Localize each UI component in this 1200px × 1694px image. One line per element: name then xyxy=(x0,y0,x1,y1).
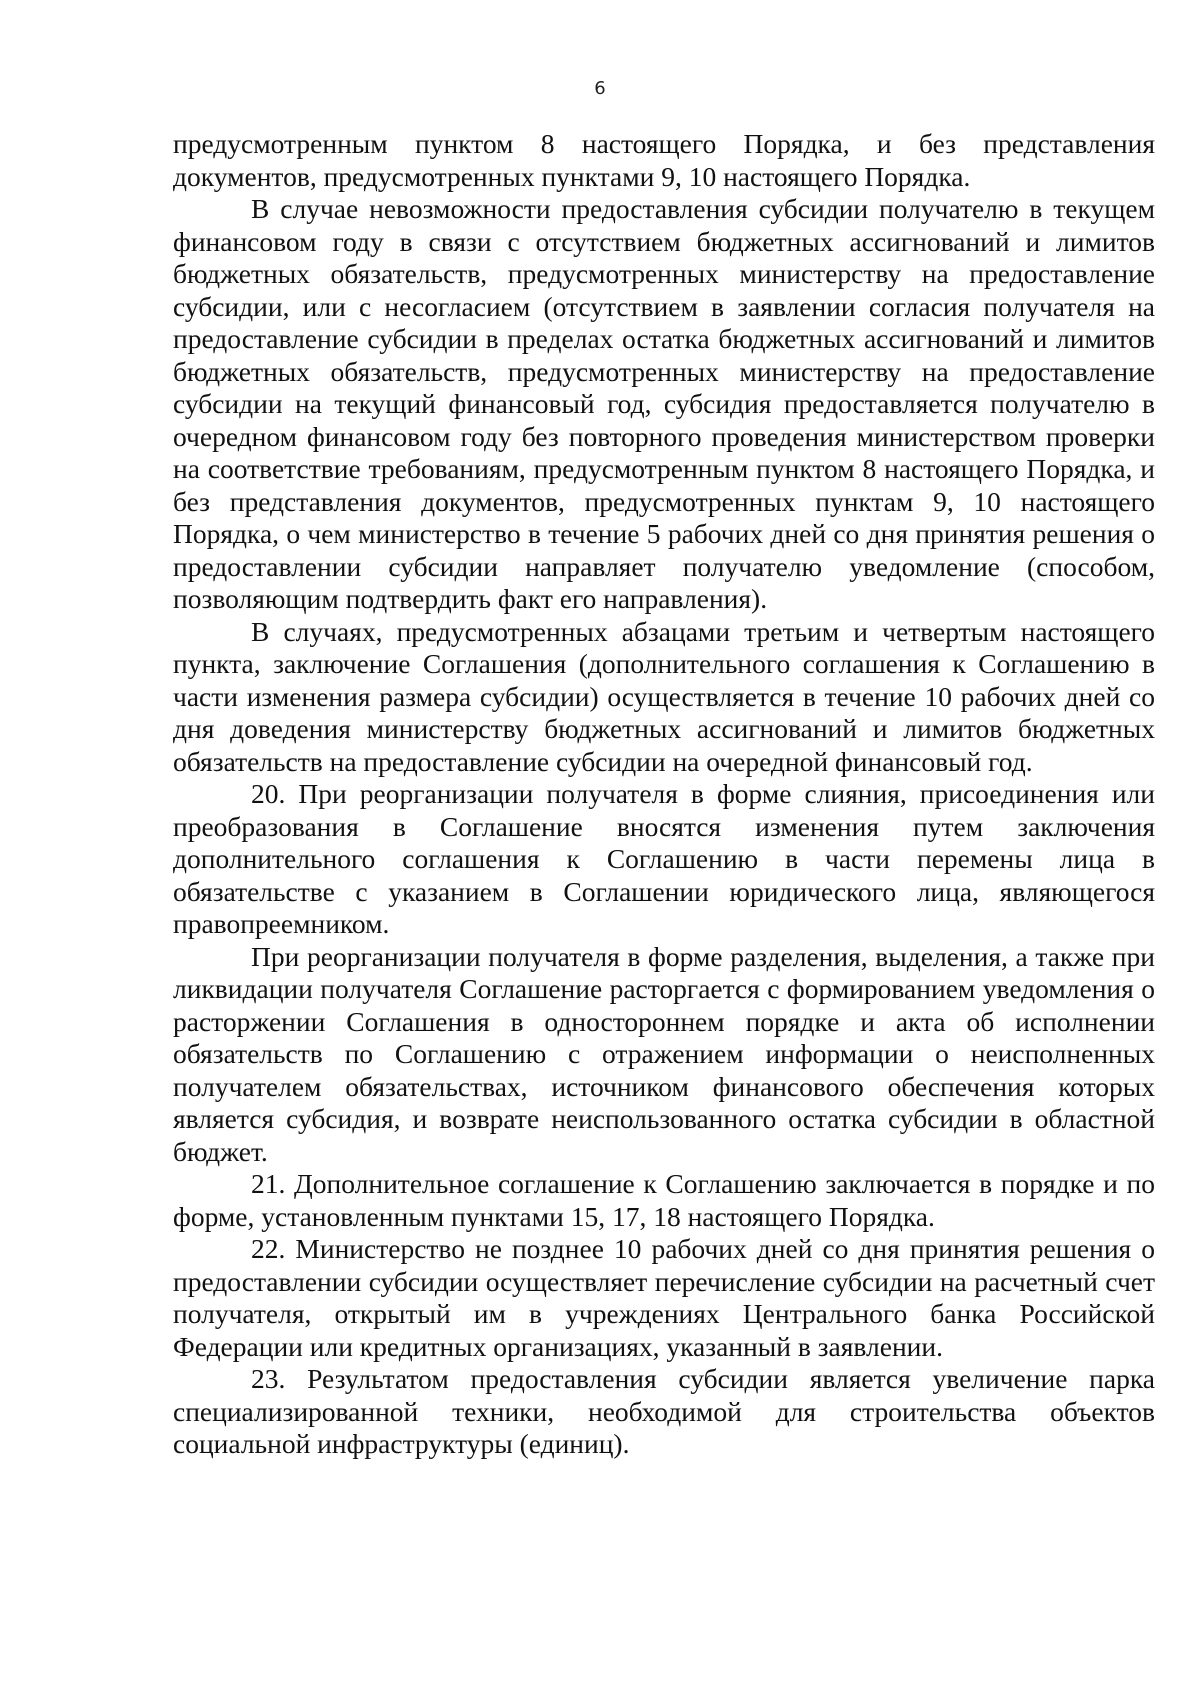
paragraph: В случае невозможности предоставления субсидии получателю в текущем финансовом году в связи с отсутствием бюджетных ассигнований и лимитов бюджетных обязательств, предусмотренных министерству на предоставление субсидии, или с несогласием (отсутствием в заявлении согласия получателя на предоставление субсидии в пределах остатка бюджетных ассигнований и лимитов бюджетных обязательств, предусмотренных министерству на предоставление субсидии на текущий финансовый год, субсидия предоставляется получателю в очередном финансовом году без повторного проведения министерством проверки на соответствие требованиям, предусмотренным пунктом 8 настоящего Порядка, и без представления документов, предусмотренных пунктам 9, 10 настоящего Порядка, о чем министерство в течение 5 рабочих дней со дня принятия решения о предоставлении субсидии направляет получателю уведомление (способом, позволяющим подтвердить факт его направления). xyxy=(173,193,1155,614)
paragraph: В случаях, предусмотренных абзацами третьим и четвертым настоящего пункта, заключение Соглашения (дополнительного соглашения к Соглашению в части изменения размера субсидии) осуществляется в течение 10 рабочих дней со дня доведения министерству бюджетных ассигнований и лимитов бюджетных обязательств на предоставление субсидии на очередной финансовый год. xyxy=(173,615,1155,777)
document-body xyxy=(173,128,1155,1461)
paragraph-clause-20: 20. При реорганизации получателя в форме слияния, присоединения или преобразования в Соглашение вносятся изменения путем заключения дополнительного соглашения к Соглашению в части перемены лица в обязательстве с указанием в Соглашении юридического лица, являющегося правопреемником. xyxy=(173,778,1155,939)
page-number: 6 xyxy=(594,78,606,99)
paragraph-clause-22: 22. Министерство не позднее 10 рабочих дней со дня принятия решения о предоставлении субсидии осуществляет перечисление субсидии на расчетный счет получателя, открытый им в учреждениях Центрального банка Российской Федерации или кредитных организациях, указанный в заявлении. xyxy=(173,1233,1155,1362)
paragraph-clause-23: 23. Результатом предоставления субсидии является увеличение парка специализированной техники, необходимой для строительства объектов социальной инфраструктуры (единиц). xyxy=(173,1363,1155,1459)
paragraph-continuation: предусмотренным пунктом 8 настоящего Порядка, и без представления документов, предусмотренных пунктами 9, 10 настоящего Порядка. xyxy=(173,128,1155,192)
paragraph-clause-21: 21. Дополнительное соглашение к Соглашению заключается в порядке и по форме, установленным пунктами 15, 17, 18 настоящего Порядка. xyxy=(173,1168,1155,1232)
paragraph: При реорганизации получателя в форме разделения, выделения, а также при ликвидации получателя Соглашение расторгается с формированием уведомления о расторжении Соглашения в одностороннем порядке и акта об исполнении обязательств по Соглашению с отражением информации о неисполненных получателем обязательствах, источником финансового обеспечения которых является субсидия, и возврате неиспользованного остатка субсидии в областной бюджет. xyxy=(173,940,1155,1167)
